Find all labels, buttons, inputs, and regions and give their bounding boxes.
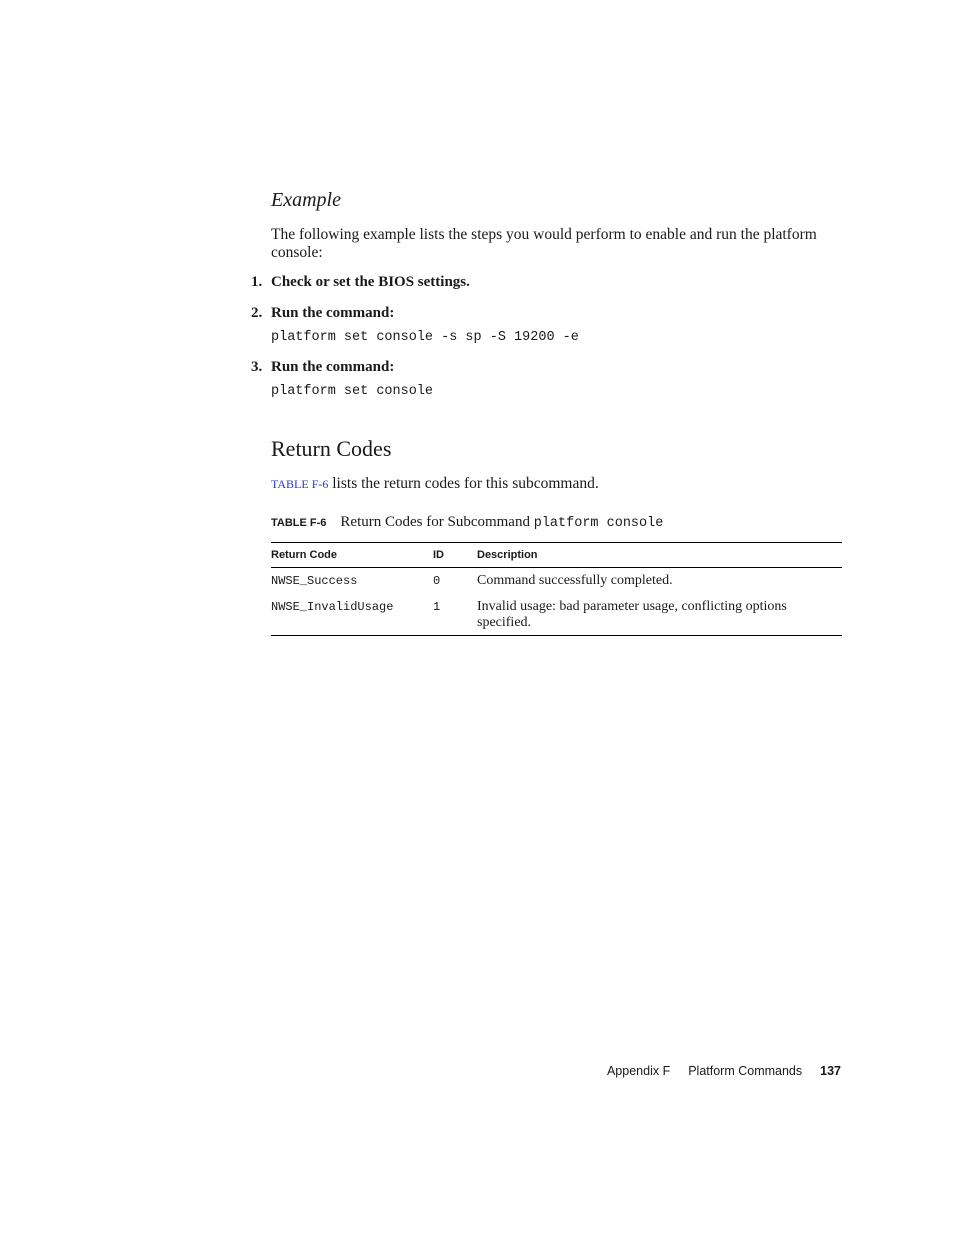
table-reference-paragraph <box>271 475 599 493</box>
table-header-rule <box>271 567 842 568</box>
step-number: 3. <box>251 359 263 375</box>
table-cell-description: Command successfully completed. <box>477 573 673 588</box>
step-text: Run the command: <box>271 359 395 375</box>
table-top-rule <box>271 542 842 543</box>
column-header-id: ID <box>433 549 444 561</box>
page-footer <box>589 1064 841 1078</box>
step-text: Run the command: <box>271 305 395 321</box>
table-caption <box>271 514 663 531</box>
table-reference-link[interactable]: TABLE F-6 <box>271 477 329 491</box>
table-cell-id: 0 <box>433 574 441 588</box>
code-line: platform set console -s sp -S 19200 -e <box>271 330 579 345</box>
table-caption-label: TABLE F-6 <box>271 517 327 529</box>
footer-appendix: Appendix F <box>606 1064 671 1078</box>
table-cell-description: Invalid usage: bad parameter usage, conflicting options specified. <box>477 599 787 630</box>
table-bottom-rule <box>271 635 842 636</box>
step-number: 2. <box>251 305 263 321</box>
column-header-description: Description <box>477 549 538 561</box>
code-line: platform set console <box>271 384 434 399</box>
table-cell-return-code: NWSE_Success <box>271 574 358 588</box>
table-cell-id: 1 <box>433 600 441 614</box>
section-heading-return-codes: Return Codes <box>271 436 392 461</box>
table-cell-return-code: NWSE_InvalidUsage <box>271 600 394 614</box>
step-text: Check or set the BIOS settings. <box>271 274 470 290</box>
intro-paragraph: The following example lists the steps you would perform to enable and run the platform console: <box>271 226 817 261</box>
column-header-return-code: Return Code <box>271 549 337 561</box>
footer-chapter: Platform Commands <box>688 1064 803 1078</box>
table-caption-command: platform console <box>533 516 664 531</box>
section-heading-example: Example <box>271 189 341 211</box>
table-caption-text: Return Codes for Subcommand <box>340 514 534 530</box>
table-reference-text: lists the return codes for this subcommand. <box>328 475 599 492</box>
footer-page-number: 137 <box>820 1064 841 1078</box>
step-number: 1. <box>251 274 263 290</box>
